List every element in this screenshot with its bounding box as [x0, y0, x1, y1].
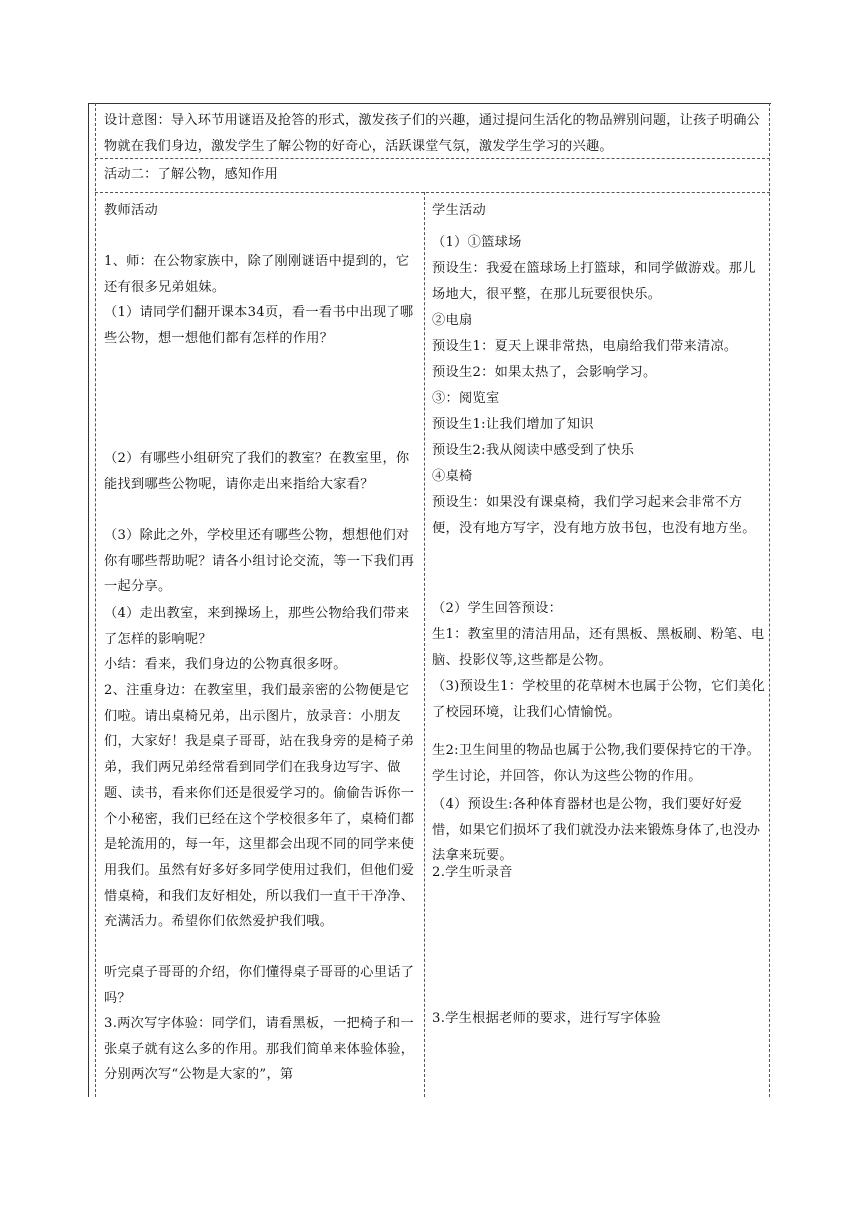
row-divider-activity	[95, 192, 770, 193]
teacher-paragraph: 1、师：在公物家族中，除了刚刚谜语中提到的，它还有很多兄弟姐妹。	[104, 254, 410, 295]
teacher-paragraph: （3）除此之外，学校里还有哪些公物，想想他们对你有哪些帮助呢？请各小组讨论交流，等一下我们再一起分享。	[104, 528, 415, 595]
student-paragraph: 预设生1：夏天上课非常热，电扇给我们带来清凉。	[432, 339, 738, 354]
student-paragraph: （1）①篮球场	[432, 235, 522, 250]
teacher-paragraph: （2）有哪些小组研究了我们的教室？在教室里，你能找到哪些公物呢，请你走出来指给大家看？	[104, 451, 410, 492]
teacher-paragraph: （4）走出教室，来到操场上，那些公物给我们带来了怎样的影响呢？	[104, 606, 410, 647]
table-left-border	[88, 103, 89, 1097]
student-paragraph: 生1：教室里的清洁用品，还有黑板、黑板刷、粉笔、电脑、投影仪等,这些都是公物。	[432, 627, 765, 668]
activity-two-title: 活动二：了解公物，感知作用	[104, 167, 279, 182]
teacher-activity-header: 教师活动	[104, 203, 158, 218]
teacher-paragraph: 2、注重身边：在教室里，我们最亲密的公物便是它们啦。请出桌椅兄弟，出示图片，放录音：小朋友们，大家好！我是桌子哥哥，站在我身旁的是椅子弟弟，我们两兄弟经常看到同学们在我身边写字、做题、读书，看来你们还是很爱学习的。偷偷告诉你一个小秘密，我们已经在这个学校很多年了，桌椅们都是轮流用的，每一年，这里都会出现不同的同学来使用我们。虽然有好多好多同学使用过我们，但他们爱惜桌椅，和我们友好相处，所以我们一直干干净净、充满活力。希望你们依然爱护我们哦。	[104, 683, 415, 930]
teacher-paragraph: 3.两次写字体验：同学们，请看黑板，一把椅子和一张桌子就有这么多的作用。那我们简单来体验体验，分别两次写“公物是大家的”，第	[104, 1016, 415, 1083]
student-paragraph: （2）学生回答预设：	[432, 601, 563, 616]
student-paragraph: 2.学生听录音	[432, 865, 513, 880]
student-paragraph: 预设生2：如果太热了，会影响学习。	[432, 365, 657, 380]
student-paragraph: 生2:卫生间里的物品也属于公物,我们要保持它的干净。学生讨论，并回答，你认为这些公物的作用。	[432, 743, 761, 784]
student-paragraph: 3.学生根据老师的要求，进行写字体验	[432, 1011, 661, 1026]
teacher-paragraph: 听完桌子哥哥的介绍，你们懂得桌子哥哥的心里话了吗？	[104, 965, 415, 1006]
student-paragraph: （4）预设生:各种体育器材也是公物，我们要好好爱惜，如果它们损坏了我们就没办法来锻炼身体了,也没办法拿来玩要。	[432, 797, 761, 864]
column-divider	[424, 192, 425, 1097]
teacher-paragraph: 小结：看来，我们身边的公物真很多呀。	[104, 657, 347, 672]
student-paragraph: ③：阅览室	[432, 391, 500, 406]
student-paragraph: ②电扇	[432, 313, 473, 328]
teacher-paragraph: （1）请同学们翻开课本34页，看一看书中出现了哪些公物，想一想他们都有怎样的作用？	[104, 305, 414, 346]
student-paragraph: 预设生2:我从阅读中感受到了快乐	[432, 443, 635, 458]
student-paragraph: （3)预设生1：学校里的花草树木也属于公物，它们美化了校园环境，让我们心情愉悦。	[432, 679, 766, 720]
student-activity-header: 学生活动	[432, 203, 486, 218]
student-paragraph: ④桌椅	[432, 469, 473, 484]
design-intent-text: 设计意图：导入环节用谜语及抢答的形式，激发孩子们的兴趣，通过提问生活化的物品辨别问题，让孩子明确公物就在我们身边，激发学生了解公物的好奇心，活跃课堂气氛，激发学生学习的兴趣。	[104, 113, 760, 154]
student-paragraph: 预设生：我爱在篮球场上打篮球，和同学做游戏。那儿场地大，很平整，在那儿玩要很快乐。	[432, 261, 756, 302]
student-paragraph: 预设生：如果没有课桌椅，我们学习起来会非常不方便，没有地方写字，没有地方放书包，也没有地方坐。	[432, 495, 756, 536]
student-paragraph: 预设生1:让我们增加了知识	[432, 417, 594, 432]
